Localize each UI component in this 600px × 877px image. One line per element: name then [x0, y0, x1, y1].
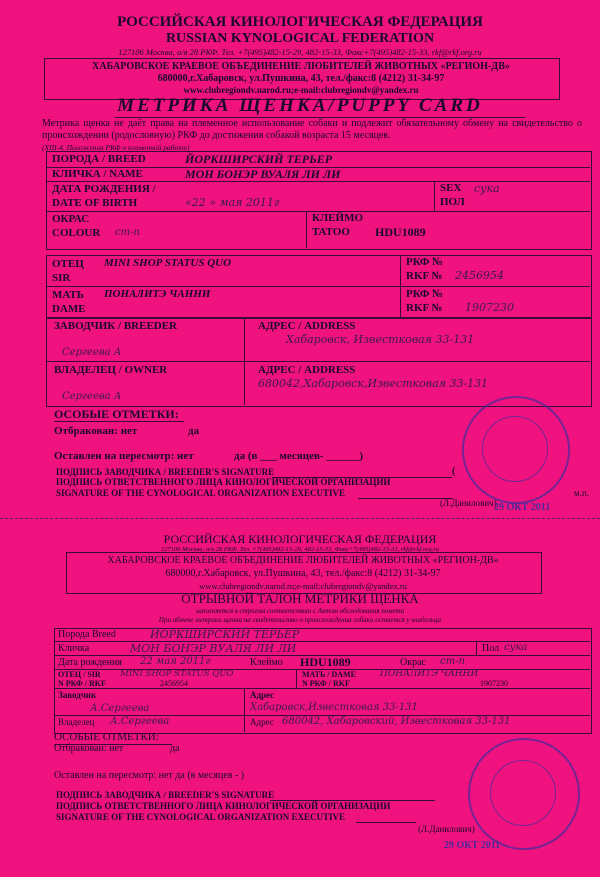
sire-rkf-value: 2456954 [455, 269, 504, 282]
stub-breed-value: ЙОРКШИРСКИЙ ТЕРЬЕР [150, 628, 300, 641]
dam-value: ПОНАЛИТЭ ЧАННИ [104, 288, 211, 300]
stub-dob-value: 22 мая 2011г [140, 656, 211, 667]
col-divider [434, 181, 435, 211]
owner-label: ВЛАДЕЛЕЦ / OWNER [54, 364, 168, 376]
sire-label-en: SIR [52, 272, 71, 284]
culled-no: Отбракован: нет [54, 425, 138, 437]
reexam-yes: да (в ___ месяцев- ______) [234, 450, 363, 462]
breeder-address-value: Хабаровск, Известковая 33-131 [286, 333, 475, 346]
stub-sire-rkf-label: N РКФ / RKF [58, 679, 106, 688]
tattoo-value: HDU1089 [375, 225, 426, 239]
sire-label-ru: ОТЕЦ [52, 258, 84, 270]
stub-colour-label: Окрас [400, 657, 426, 668]
col-divider [244, 317, 245, 405]
stub-owner-address-label: Адрес [250, 717, 274, 727]
club-stamp-icon [462, 396, 570, 504]
stub-col-divider [296, 669, 297, 688]
stub-dob-label: Дата рождения [58, 657, 122, 668]
reexam-no: Оставлен на пересмотр: нет [54, 450, 194, 462]
sire-rkf-ru: РКФ № [406, 256, 444, 268]
special-underline [54, 421, 184, 422]
stub-owner-address-value: 680042, Хабаровский, Известковая 33-131 [282, 716, 511, 727]
stub-row-divider [54, 688, 590, 689]
sex-label-en: SEX [440, 182, 462, 194]
club-name: ХАБАРОВСКОЕ КРАЕВОЕ ОБЪЕДИНЕНИЕ ЛЮБИТЕЛЕЙ ЖИВОТНЫХ «РЕГИОН-ДВ» [92, 61, 510, 72]
name-label: КЛИЧКА / NAME [52, 168, 143, 180]
intro-note: (XIII-4. Положения РКФ о племенной работе) [42, 143, 190, 152]
stub-exec-signature-label-ru: ПОДПИСЬ ОТВЕТСТВЕННОГО ЛИЦА КИНОЛОГИЧЕСКОЙ ОРГАНИЗАЦИИ [56, 801, 391, 811]
breed-value: ЙОРКШИРСКИЙ ТЕРЬЕР [185, 152, 333, 166]
stub-sex-label: Пол [482, 643, 500, 654]
exec-signature-label-ru: ПОДПИСЬ ОТВЕТСТВЕННОГО ЛИЦА КИНОЛОГИЧЕСКОЙ ОРГАНИЗАЦИИ [56, 477, 391, 487]
breeder-signature-bracket: ( [452, 466, 456, 477]
breeder-value: Сергеева А [62, 347, 122, 358]
stub-org-name: РОССИЙСКАЯ КИНОЛОГИЧЕСКАЯ ФЕДЕРАЦИЯ [163, 532, 437, 546]
club-web: www.clubregiondv.narod.ru;e-mail:clubregiondv@yandex.ru [183, 85, 419, 95]
breeder-signature-label: ПОДПИСЬ ЗАВОДЧИКА / BREEDER'S SIGNATURE [56, 467, 275, 477]
dob-label-en: DATE OF BIRTH [52, 197, 138, 209]
stub-col-divider [476, 641, 477, 655]
row-divider [46, 361, 590, 362]
mp-label: м.п. [574, 488, 590, 498]
stub-breeder-address-label: Адрес [250, 690, 275, 700]
club-address: 680000,г.Хабаровск, ул.Пушкина, 43, тел./факс:8 (4212) 31-34-97 [157, 73, 445, 84]
stub-breed-label: Порода Breed [58, 629, 116, 640]
row-divider [46, 286, 590, 287]
stub-dam-label: МАТЬ / DAME [302, 670, 356, 679]
stub-exec-signature-line [356, 822, 416, 823]
org-name-ru: РОССИЙСКАЯ КИНОЛОГИЧЕСКАЯ ФЕДЕРАЦИЯ [117, 14, 483, 30]
cut-line [0, 518, 600, 519]
special-marks-label: ОСОБЫЕ ОТМЕТКИ: [54, 407, 179, 421]
dob-label-ru: ДАТА РОЖДЕНИЯ / [52, 183, 156, 195]
col-divider [306, 211, 307, 248]
breeder-address-label: АДРЕС / ADDRESS [258, 320, 356, 332]
breeder-label: ЗАВОДЧИК / BREEDER [54, 320, 178, 332]
stub-dam-rkf-label: N РКФ / RKF [302, 679, 350, 688]
stub-tattoo-label: Клеймо [250, 657, 283, 668]
card-title: МЕТРИКА ЩЕНКА/PUPPY CARD [117, 95, 483, 116]
stub-name-value: МОН БОНЭР ВУАЛЯ ЛИ ЛИ [130, 642, 297, 655]
stub-culled-no: Отбракован: нет [54, 743, 124, 754]
colour-label-ru: ОКРАС [52, 213, 90, 225]
org-name-en: RUSSIAN KYNOLOGICAL FEDERATION [165, 31, 435, 46]
stub-sire-value: MINI SHOP STATUS QUO [120, 669, 234, 679]
stub-col-divider [244, 688, 245, 732]
owner-address-value: 680042,Хабаровск,Известковая 33-131 [258, 377, 489, 390]
colour-value: ст-п [115, 227, 140, 238]
sex-value: сука [474, 182, 500, 195]
stub-exec-signature-label-en: SIGNATURE OF THE CYNOLOGICAL ORGANIZATION EXECUTIVE [56, 812, 345, 822]
sex-label-ru: ПОЛ [440, 196, 465, 208]
breed-label: ПОРОДА / BREED [52, 153, 146, 165]
dam-label-en: DAME [52, 303, 86, 315]
exec-signature-label-en: SIGNATURE OF THE CYNOLOGICAL ORGANIZATION EXECUTIVE [56, 488, 345, 498]
stub-sire-label: ОТЕЦ / SIR [58, 670, 101, 679]
stub-culled-yes: да [170, 743, 180, 754]
stub-reexam: Оставлен на пересмотр: нет да (в месяцев - ) [54, 770, 245, 781]
dam-rkf-value: 1907230 [465, 301, 514, 314]
sire-value: MINI SHOP STATUS QUO [104, 257, 232, 269]
dam-rkf-ru: РКФ № [406, 288, 444, 300]
stub-note-1: заполняется в строгом соответствии с Актом обследования помета [195, 607, 405, 615]
stub-special-marks-label: ОСОБЫЕ ОТМЕТКИ: [54, 731, 159, 743]
dam-rkf-en: RKF № [406, 302, 443, 314]
stub-dam-rkf-value: 1907230 [480, 679, 508, 688]
stub-tattoo-value: HDU1089 [300, 655, 351, 669]
stub-club-address: 680000,г.Хабаровск, ул.Пушкина, 43, тел./факс:8 (4212) 31-34-97 [165, 568, 441, 579]
stub-breeder-address-value: Хабаровск,Известковая 33-131 [250, 702, 418, 713]
tattoo-label-en: TATOO [312, 226, 350, 238]
dob-value: «22 » мая 2011г [185, 196, 280, 209]
intro-text: Метрика щенка не даёт права на племенное использование собаки и подлежит обязательному обмену на свидетельство о происхождении (родословную) РКФ до достижения собакой возраста 15 месяцев. [42, 118, 582, 141]
tattoo-label-ru: КЛЕЙМО [312, 212, 364, 224]
stub-dam-value: ПОНАЛИТЭ ЧАННИ [380, 669, 479, 679]
stub-breeder-label: Заводчик [58, 690, 97, 700]
stub-org-address: 127106 Москва, а/я 28 РКФ. Тел. +7(495)482-15-29, 482-15-33, Факс+7(495)482-15-33, rkf@rkf.org.ru [161, 546, 439, 553]
stub-club-name: ХАБАРОВСКОЕ КРАЕВОЕ ОБЪЕДИНЕНИЕ ЛЮБИТЕЛЕЙ ЖИВОТНЫХ «РЕГИОН-ДВ» [107, 555, 499, 566]
stub-sex-value: сука [504, 642, 528, 653]
exec-name: (Л.Данилович) [440, 498, 497, 508]
sire-rkf-en: RKF № [406, 270, 443, 282]
stub-breeder-signature-label: ПОДПИСЬ ЗАВОДЧИКА / BREEDER'S SIGNATURE [56, 790, 275, 800]
org-address: 127106 Москва, а/я 28 РКФ. Тел. +7(495)482-15-29, 482-15-33, Факс+7(495)482-15-33, rkf@rkf.org.ru [118, 47, 482, 57]
colour-label-en: COLOUR [52, 227, 101, 239]
dam-label-ru: МАТЬ [52, 289, 84, 301]
owner-value: Сергеева А [62, 391, 122, 402]
culled-yes: да [188, 425, 200, 437]
stub-breeder-value: А.Сергеева [90, 703, 150, 714]
stub-note-2: При обмене метрики щенка на свидетельство о происхождении собаки остается у владельца [158, 616, 442, 624]
stub-club-web: www.clubregiondv.narod.ru;e-mail:clubregiondv@yandex.ru [199, 581, 407, 591]
stub-exec-name: (Л.Данилович) [418, 824, 475, 834]
col-divider [400, 255, 401, 317]
stub-sire-rkf-value: 2456954 [160, 679, 188, 688]
stub-owner-value: А.Сергеева [110, 716, 170, 727]
stub-owner-label: Владелец [58, 717, 95, 727]
stub-colour-value: ст-п [440, 656, 465, 667]
stub-club-stamp-icon [468, 738, 580, 850]
stub-title: ОТРЫВНОЙ ТАЛОН МЕТРИКИ ЩЕНКА [181, 591, 419, 606]
owner-address-label: АДРЕС / ADDRESS [258, 364, 356, 376]
exec-signature-line [358, 498, 453, 499]
name-value: МОН БОНЭР ВУАЛЯ ЛИ ЛИ [185, 167, 341, 181]
stub-stamp-date: 29 ОКТ 2011 [444, 840, 501, 851]
stub-name-label: Кличка [58, 643, 90, 654]
stamp-date: 29 ОКТ 2011 [494, 502, 551, 513]
